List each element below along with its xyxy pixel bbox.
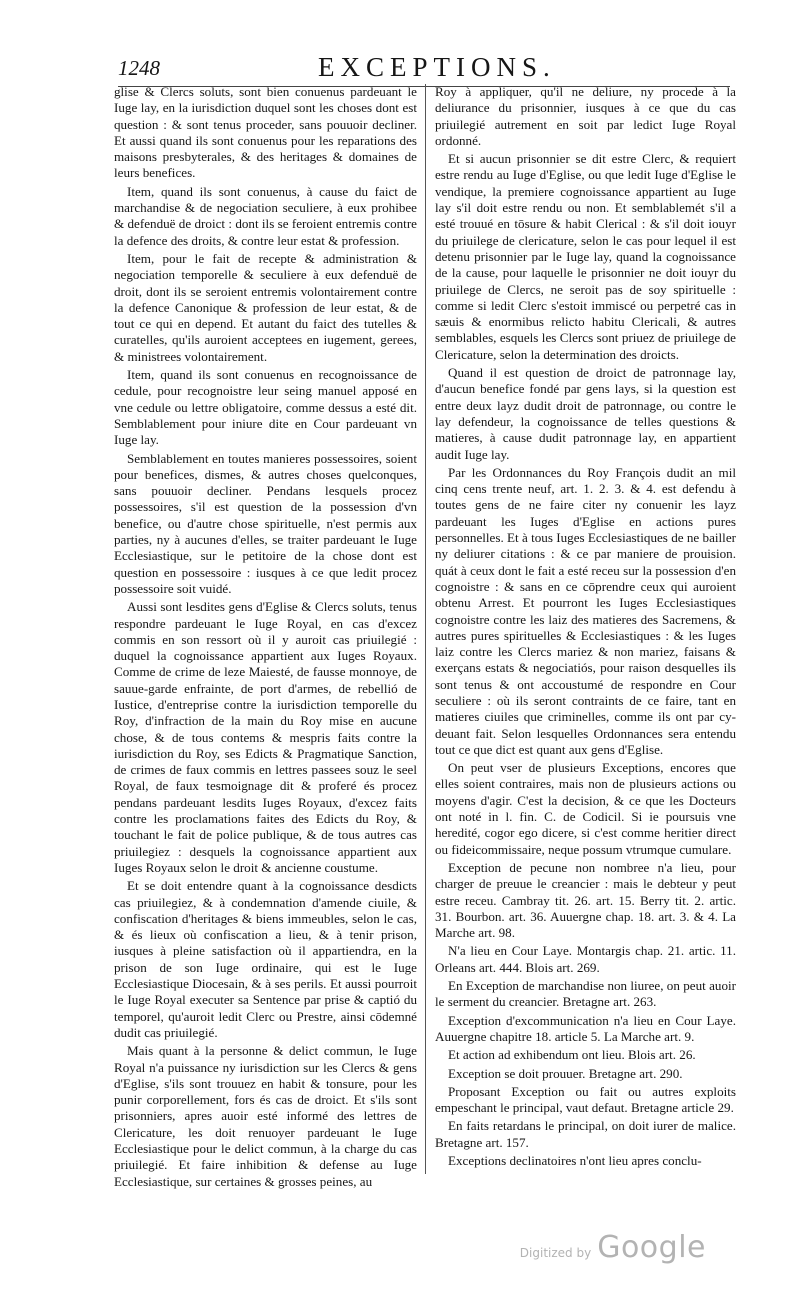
paragraph: Semblablement en toutes manieres possessoires, soient pour benefices, dismes, & autres choses quelconques, sans pouuoir decliner. Pendans lesquels procez possessoires, s'il est question de la possession d'vn benefice, ou d'autre chose spirituelle, n'est permis aux parties, ny à aucunes d'elles, se traiter pardeuant le Iuge Ecclesiastique, sur le petitoire de la chose dont est question en possessoire : iusques à ce que ledit procez possessoire soit vuidé. [114, 450, 417, 596]
paragraph: En Exception de marchandise non liuree, on peut auoir le serment du creancier. Bretagne art. 263. [435, 978, 736, 1010]
watermark-prefix: Digitized by [519, 1246, 592, 1260]
paragraph: Par les Ordonnances du Roy François dudit an mil cinq cens trente neuf, art. 1. 2. 3. & 4. est defendu à toutes gens de ne faire citer ny conuenir les layz pardeuant les Iuges d'Eglise en actions pures personnelles. Et à tous Iuges Ecclesiastiques de ne bailler ny deliurer citations : & ce par maniere de prouision. quát à ceux dont le fait a esté receu sur la possession d'en cognoistre : & sans en ce cōprendre ceux qui auroient obtenu Arrest. Et pourront les Iuges Ecclesiastiques cognoistre contre les laiz des matieres des Sacremens, & autres pures spirituelles & Ecclesiastiques : & les Iuges laiz contre les Clercs mariez & non mariez, faisans & exerçans estats & negociatiós, pour raison desquelles ils sont tenus & ont accoustumé de respondre en Cour seculiere : où ils seront contraints de ce faire, tant en matieres ciuiles que criminelles, comme ils ont par cy-deuant fait. Selon lesquelles Ordonnances sera entendu tout ce que dict est quant aux gens d'Eglise. [435, 464, 736, 757]
paragraph: Item, quand ils sont conuenus en recognoissance de cedule, pour recognoistre leur seing manuel apposé en vne cedule ou lettre obligatoire, comme dessus a esté dit. Semblablement pour iniure dite en Cour pardeuant vn Iuge lay. [114, 367, 417, 448]
paragraph: Et action ad exhibendum ont lieu. Blois art. 26. [448, 1047, 696, 1063]
paragraph: glise & Clercs soluts, sont bien conuenus pardeuant le Iuge lay, en la iurisdiction duquel sont les choses dont est question : & sont tenus proceder, sans pouuoir decliner. Et aussi quand ils sont conuenus pour les reparations des maisons presbyterales, & des heritages & domaines de leurs benefices. [114, 84, 417, 181]
digitization-watermark [520, 1230, 706, 1265]
running-title: EXCEPTIONS. [318, 52, 556, 82]
paragraph: Exception d'excommunication n'a lieu en Cour Laye. Auuergne chapitre 18. article 5. La Marche art. 9. [435, 1012, 736, 1044]
paragraph: En faits retardans le principal, on doit iurer de malice. Bretagne art. 157. [435, 1118, 736, 1150]
paragraph: On peut vser de plusieurs Exceptions, encores que elles soient contraires, mais non de plusieurs actions ou moyens d'agir. C'est la decision, & ce que les Docteurs ont noté in l. fin. C. de Codicil. Si ie poursuis vne heredité, cogor ego dicere, si c'est comme heritier direct ou fideicommissaire, neque possum vtrumque cumulare. [435, 760, 736, 857]
paragraph: Item, quand ils sont conuenus, à cause du faict de marchandise & de negociation seculiere, à eux prohibee & defenduë de droict : dont ils se feroient entremis contre la defence des droits, & contre leur estat & profession. [114, 183, 417, 248]
column-divider [425, 84, 426, 1174]
paragraph: Et si aucun prisonnier se dit estre Clerc, & requiert estre rendu au Iuge d'Eglise, ou que ledit Iuge d'Eglise le vendique, la premiere cognoissance appartient au Iuge lay s'il doit estre rendu ou non. Et semblablemét s'il a esté trouué en tōsure & habit Clerical : & s'il doit iouyr du priuilege de clericature, selon le cas pour lequel il est detenu prisonnier par le Iuge lay, quand la cognoissance de la cause, pour laquelle le prisonnier ne doit iouyr du priuilege de Clercs, ne seroit pas de soy spirituelle : comme si ledit Clerc s'estoit immiscé ou perpetré cas in sæuis & enormibus relicto habitu Clericali, & autres semblables, esquels les Clercs sont priuez de priuilege de Clericature, selon la determination des droicts. [435, 151, 736, 362]
paragraph: Item, pour le fait de recepte & administration & negociation temporelle & seculiere à eux defenduë de droit, dont ils se seroient entremis volontairement contre la defence Canonique & profession de leur estat, & de tout ce qui en depend. Et autant du faict des tutelles & curatelles, qu'ils auroient acceptees en iugement, gerees, & ministrees volontairement. [114, 250, 417, 364]
paragraph: Et se doit entendre quant à la cognoissance desdicts cas priuilegiez, & à condemnation d'amende ciuile, & confiscation d'heritages & biens immeubles, selon le cas, & és lieux où confiscation a lieu, & à tenir prison, iusques à pleine satisfaction où il appartiendra, en la prison de son Iuge ordinaire, qui est le Iuge Ecclesiastique Diocesain, & à ses perils. Et aussi pourroit le Iuge Royal executer sa Sentence par prise & captió du temporel, qu'auroit ledit Clerc ou Prestre, ainsi cōdemné dudit cas priuilegié. [114, 878, 417, 1040]
page-number: 1248 [118, 56, 160, 80]
paragraph: Aussi sont lesdites gens d'Eglise & Clercs soluts, tenus respondre pardeuant le Iuge Royal, en cas d'excez commis en son ressort où il y auroit cas priuilegié : duquel la cognoissance appartient aux Iuges Royaux. Comme de crime de leze Maiesté, de fausse monnoye, de sauue-garde enfrainte, de port d'armes, de rebellió de Iustice, d'entreprise contre la iurisdiction temporelle du Roy, d'infraction de la main du Roy mise en aucune chose, & de tous contems & mespris faits contre la iurisdiction du Roy, ses Edicts & Pragmatique Sanction, de crimes de faux commis en lettres passees souz le seel Royal, de faux tesmoignage dit & proferé és procez pendans pardeuant lesdits Iuges Royaux, d'excez faits contre les proclamations faites des Edicts du Roy, & touchant le fait de police publique, & de tous autres cas priuilegiez : desquels la cognoissance appartient aux Iuges Royaux selon le droit & ancienne coustume. [114, 599, 417, 875]
page-header [118, 52, 730, 87]
paragraph: Exceptions declinatoires n'ont lieu apres conclu- [448, 1153, 702, 1168]
paragraph: Quand il est question de droict de patronnage lay, d'aucun benefice fondé par gens lays, si la question est entre deux layz dudit droit de patronnage, ou contre le lay defendeur, la cognoissance de telles questions & matieres, à cause dudit patronnage lay, en appartient audit Iuge lay. [435, 365, 736, 462]
left-column [114, 84, 417, 1189]
paragraph: Mais quant à la personne & delict commun, le Iuge Royal n'a puissance ny iurisdiction sur les Clercs & gens d'Eglise, s'ils sont trouuez en habit & tonsure, pour les punir corporellement, fors és cas de droict. Et s'ils sont prisonniers, apres auoir esté informé des lettres de Clericature, les doit renuoyer pardeuant le Iuge Ecclesiastique pour le delict commun, à la charge du cas priuilegié. Et faire inhibition & defense au Iuge Ecclesiastique, sur certaines & grosses peines, au [114, 1043, 417, 1189]
paragraph: Exception se doit prouuer. Bretagne art. 290. [448, 1065, 683, 1081]
right-column [435, 84, 736, 1179]
watermark-brand: Google [597, 1230, 706, 1265]
paragraph: Roy à appliquer, qu'il ne deliure, ny procede à la deliurance du prisonnier, iusques à ce que du cas priuilegié autrement en soit par ledict Iuge Royal ordonné. [435, 84, 736, 148]
paragraph: Proposant Exception ou fait ou autres exploits empeschant le principal, vaut defaut. Bretagne article 29. [435, 1083, 736, 1116]
paragraph: Exception de pecune non nombree n'a lieu, pour charger de preuue le creancier : mais le debteur y peut estre receu. Cambray tit. 26. art. 15. Berry tit. 2. artic. 31. Bourbon. art. 36. Auuergne chap. 18. art. 3. & 4. La Marche art. 98. [435, 859, 736, 941]
paragraph: N'a lieu en Cour Laye. Montargis chap. 21. artic. 11. Orleans art. 444. Blois art. 269. [435, 943, 736, 975]
